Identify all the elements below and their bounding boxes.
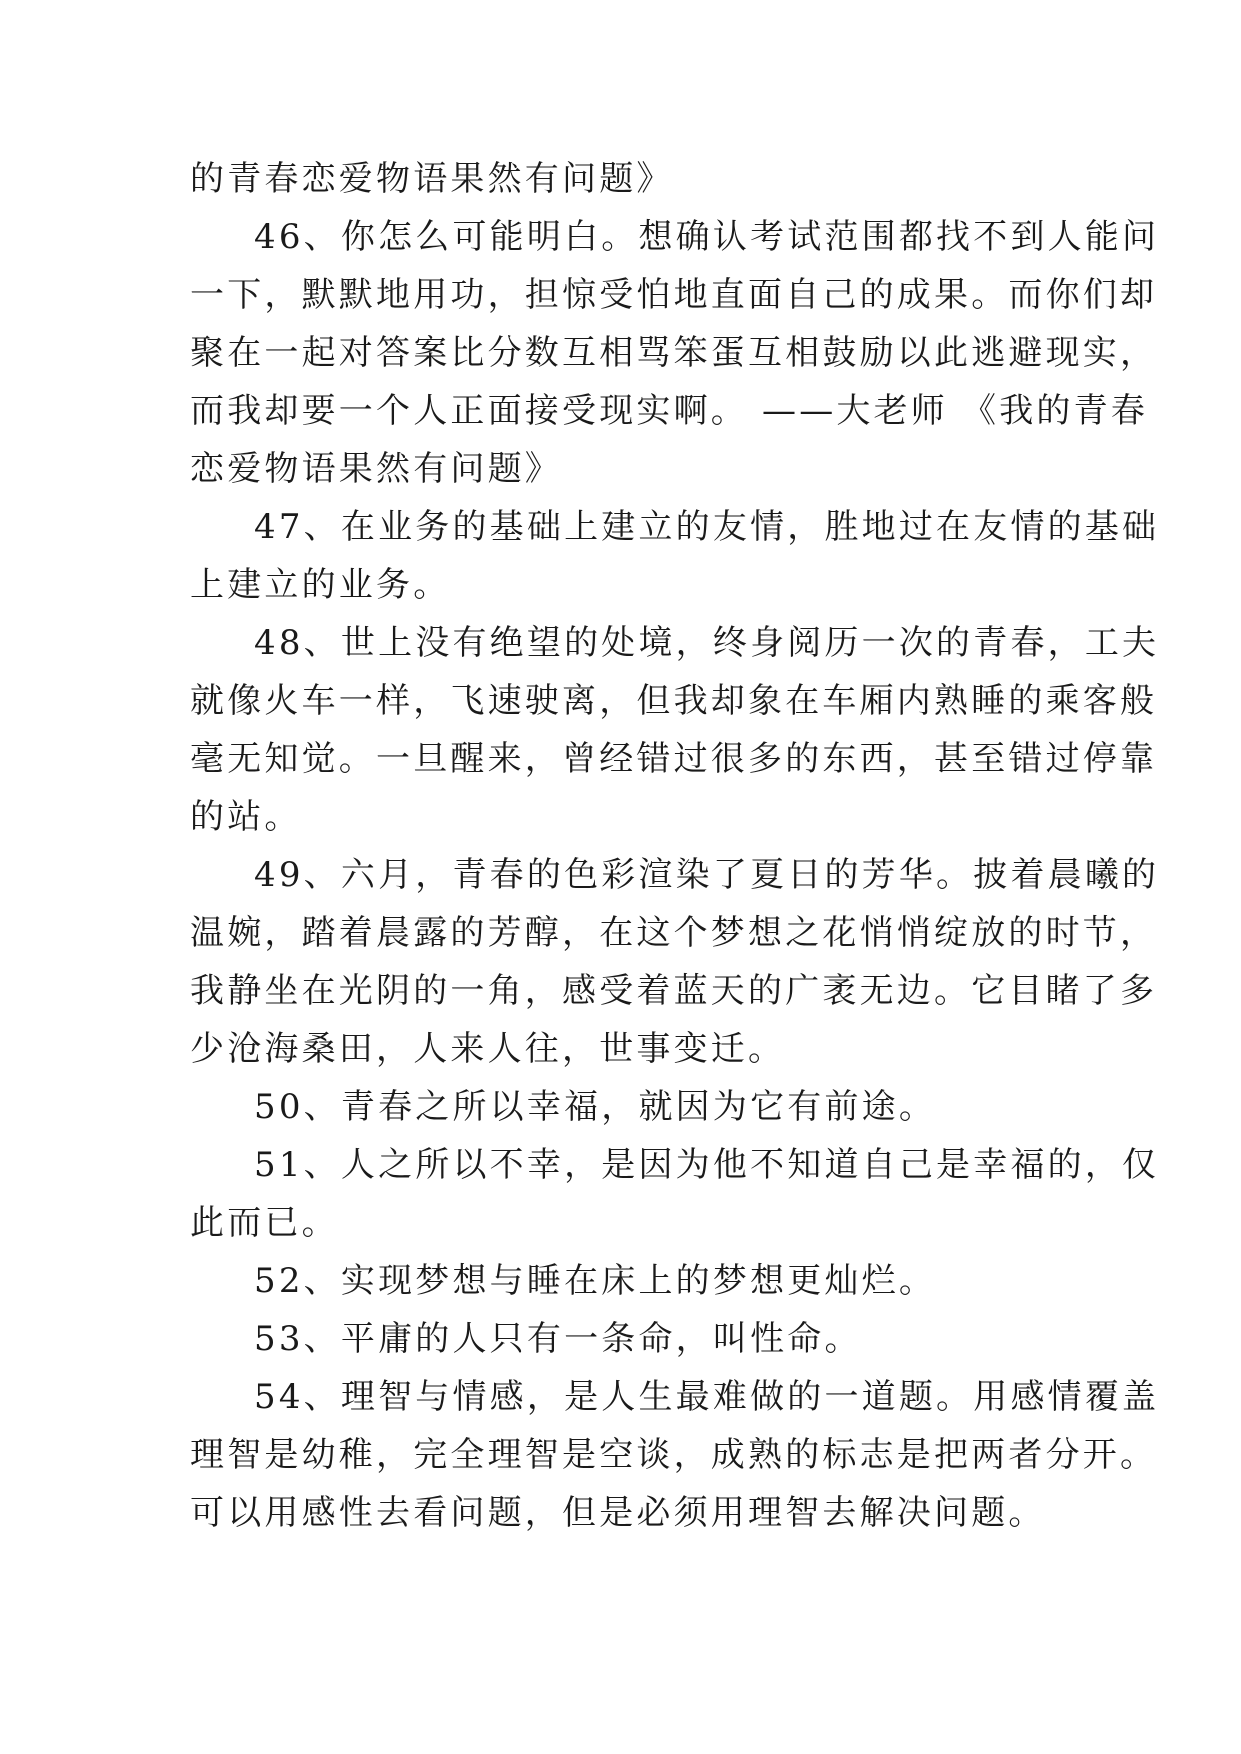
text-line: 聚在一起对答案比分数互相骂笨蛋互相鼓励以此逃避现实， (190, 333, 1158, 373)
text-line: 就像火车一样，飞速驶离，但我却象在车厢内熟睡的乘客般 (190, 681, 1158, 721)
text-line: 此而已。 (190, 1203, 339, 1243)
text-line: 一下，默默地用功，担惊受怕地直面自己的成果。而你们却 (190, 275, 1158, 315)
text-line: 恋爱物语果然有问题》 (190, 449, 562, 489)
text-line: 48、世上没有绝望的处境，终身阅历一次的青春，工夫 (254, 623, 1160, 663)
text-line: 温婉，踏着晨露的芳醇，在这个梦想之花悄悄绽放的时节， (190, 913, 1158, 953)
text-line: 47、在业务的基础上建立的友情，胜地过在友情的基础 (254, 507, 1160, 547)
text-line: 我静坐在光阴的一角，感受着蓝天的广袤无边。它目睹了多 (190, 971, 1158, 1011)
text-line: 可以用感性去看问题，但是必须用理智去解决问题。 (190, 1493, 1046, 1533)
text-line: 的站。 (190, 797, 302, 837)
text-line: 51、人之所以不幸，是因为他不知道自己是幸福的，仅 (254, 1145, 1160, 1185)
text-line: 52、实现梦想与睡在床上的梦想更灿烂。 (254, 1261, 937, 1301)
text-line: 50、青春之所以幸福，就因为它有前途。 (254, 1087, 937, 1127)
document-page (190, 150, 1160, 1542)
text-line: 53、平庸的人只有一条命，叫性命。 (254, 1319, 862, 1359)
text-line: 54、理智与情感，是人生最难做的一道题。用感情覆盖 (254, 1377, 1160, 1417)
text-line: 理智是幼稚，完全理智是空谈，成熟的标志是把两者分开。 (190, 1435, 1158, 1475)
text-line: 而我却要一个人正面接受现实啊。 ——大老师 《我的青春 (190, 391, 1149, 431)
text-line: 上建立的业务。 (190, 565, 451, 605)
text-line: 49、六月，青春的色彩渲染了夏日的芳华。披着晨曦的 (254, 855, 1160, 895)
text-line: 少沧海桑田，人来人往，世事变迁。 (190, 1029, 786, 1069)
text-line: 46、你怎么可能明白。想确认考试范围都找不到人能问 (254, 217, 1160, 257)
text-line: 的青春恋爱物语果然有问题》 (190, 159, 674, 199)
text-line: 毫无知觉。一旦醒来，曾经错过很多的东西，甚至错过停靠 (190, 739, 1158, 779)
